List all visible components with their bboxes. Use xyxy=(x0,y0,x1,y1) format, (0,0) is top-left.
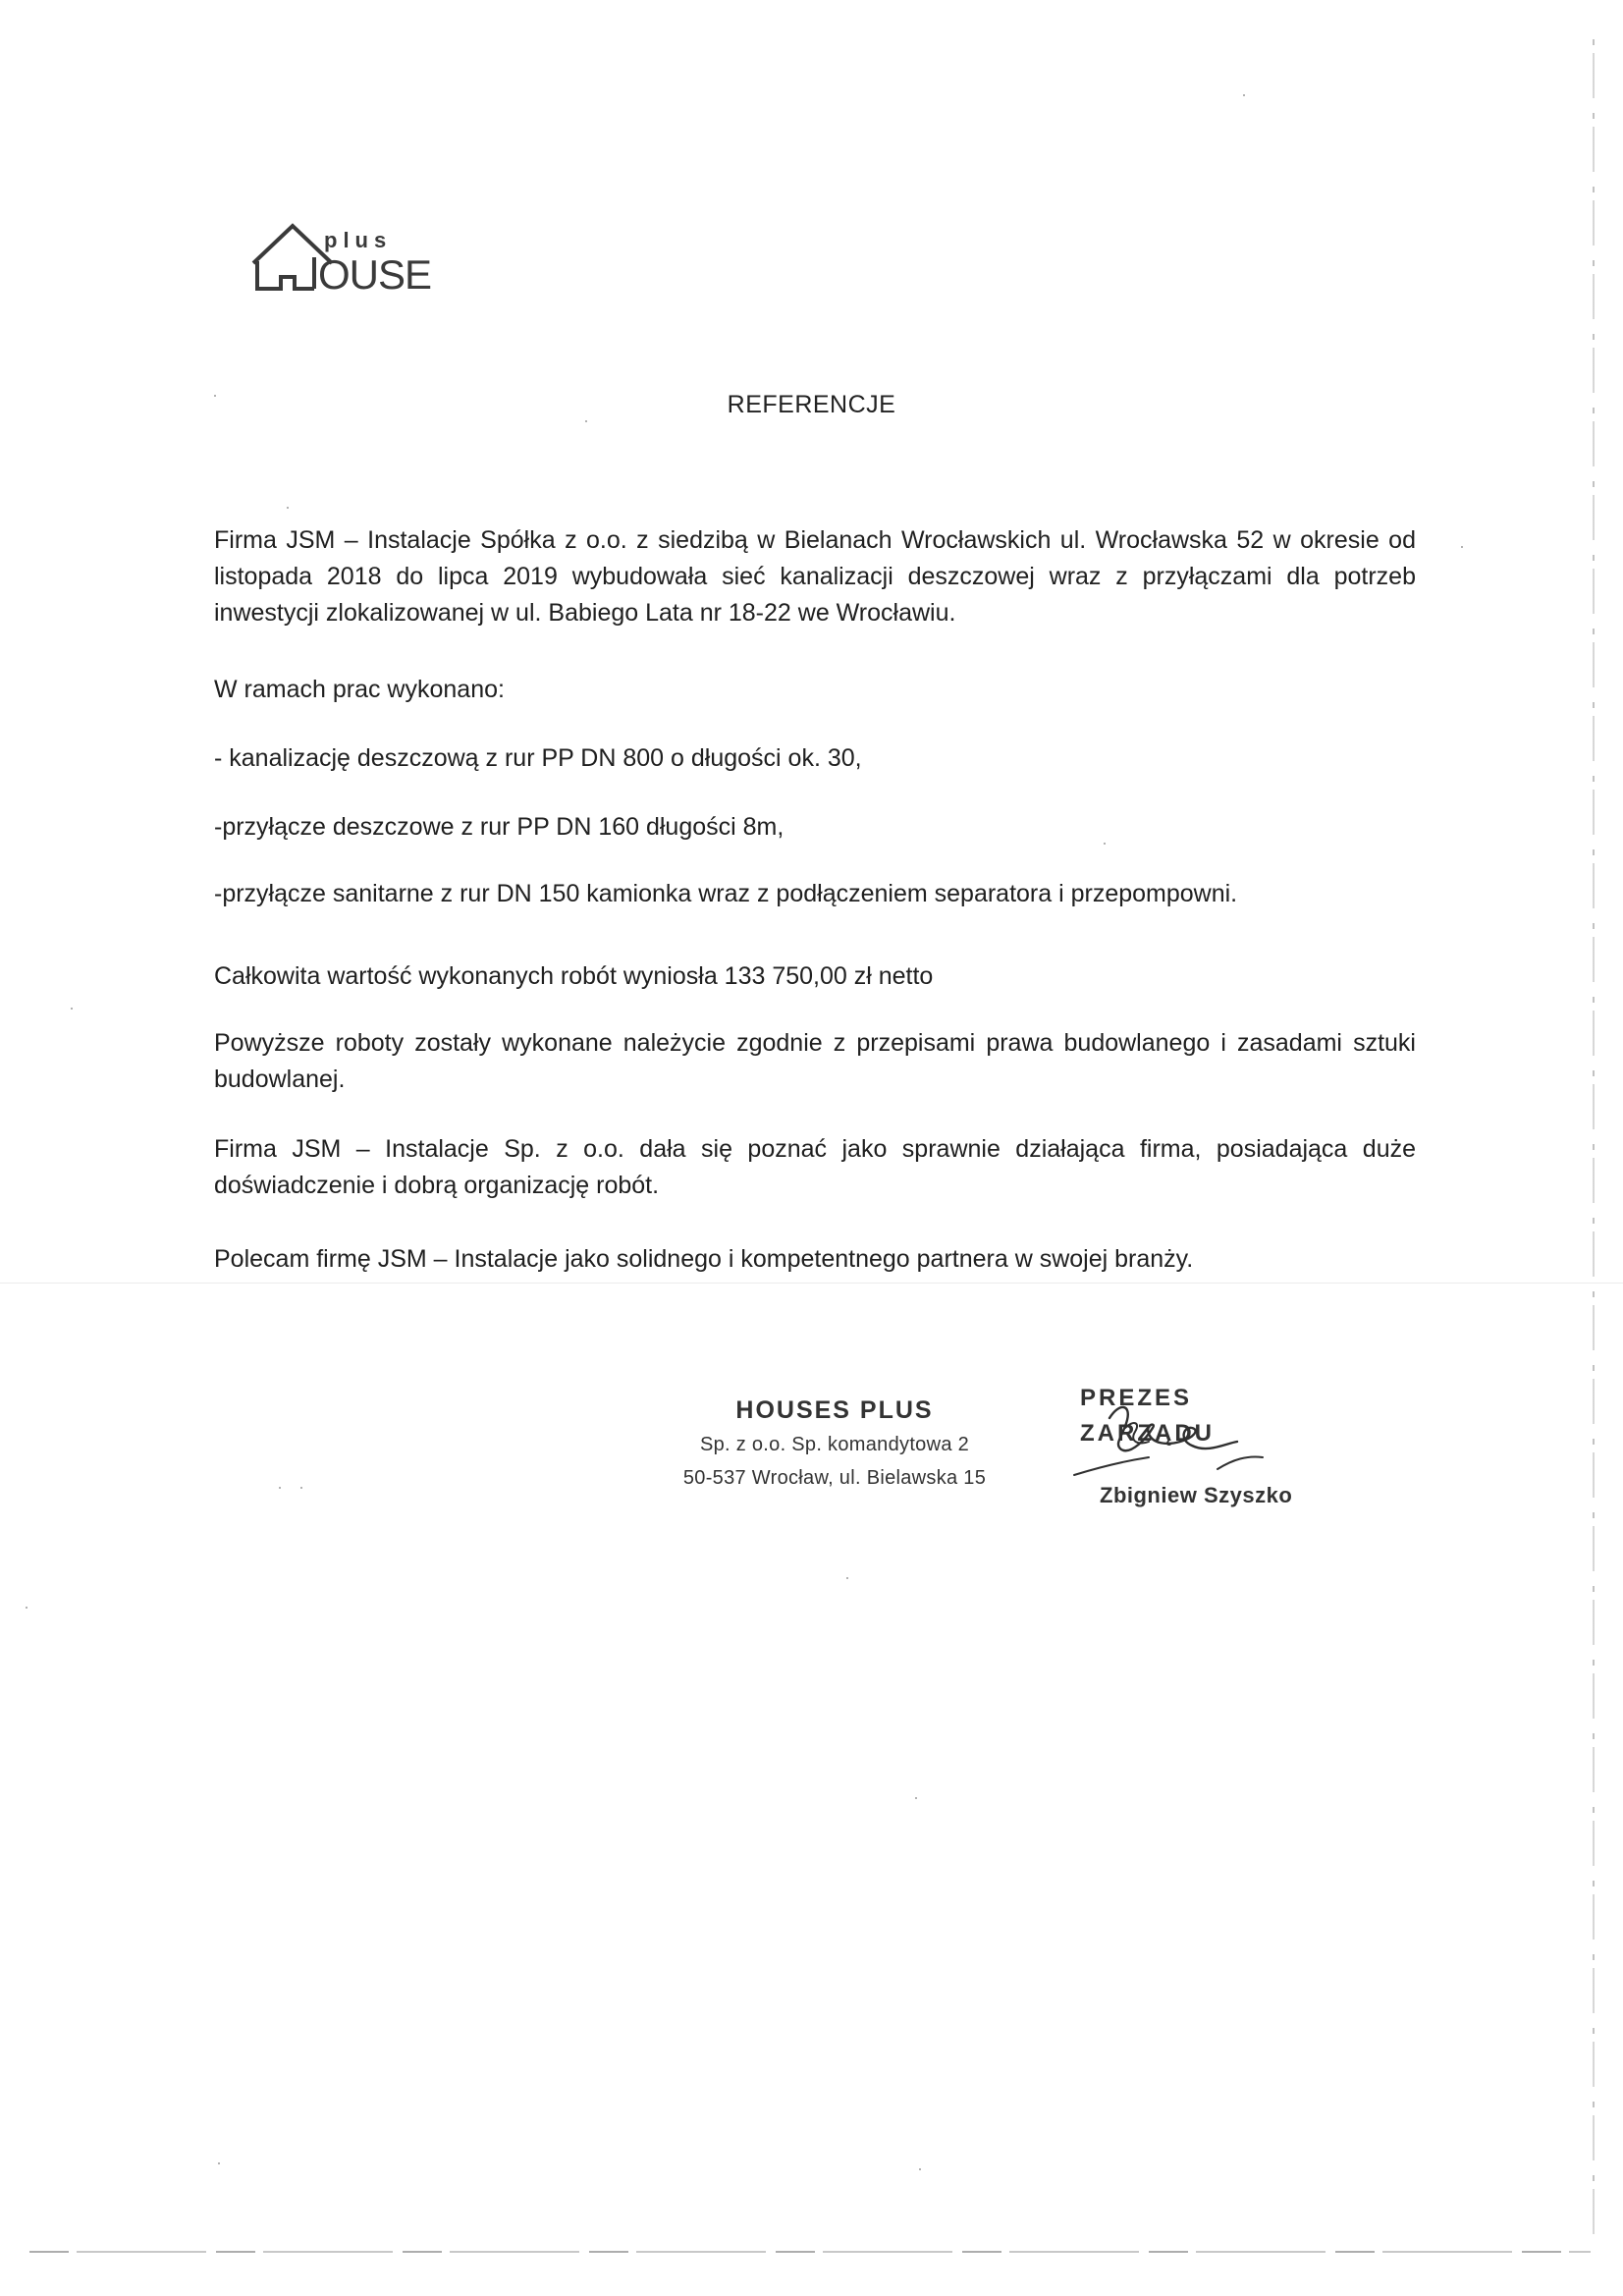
opinion-text: Firma JSM – Instalacje Sp. z o.o. dała się poznać jako sprawnie działająca firma, posiadająca duże doświadczenie i dobrą organizację robót. xyxy=(214,1135,1416,1199)
scope-paragraph xyxy=(214,672,1416,708)
logo-main-text: OUSE xyxy=(318,251,432,295)
scan-speck xyxy=(919,2168,921,2170)
stamp-company-address: 50-537 Wrocław, ul. Bielawska 15 xyxy=(682,1467,987,1489)
quality-text: Powyższe roboty zostały wykonane należycie zgodnie z przepisami prawa budowlanego i zasadami sztuki budowlanej. xyxy=(214,1029,1416,1093)
stamp-company-name: HOUSES PLUS xyxy=(735,1396,934,1424)
document-title: REFERENCJE xyxy=(727,391,896,418)
houses-plus-logo xyxy=(249,218,456,295)
work-item-3 xyxy=(214,876,1416,912)
scan-speck xyxy=(287,507,289,509)
work-item-1 xyxy=(214,740,1416,777)
company-stamp xyxy=(628,1393,1041,1495)
scan-speck xyxy=(846,1577,848,1579)
scan-speck xyxy=(26,1607,27,1609)
stamp-role: PREZES ZARZĄDU xyxy=(1080,1385,1215,1447)
scan-speck xyxy=(218,2162,220,2164)
scan-edge-bottom xyxy=(29,2251,1591,2253)
scan-speck xyxy=(300,1487,302,1489)
scan-fold-line xyxy=(0,1283,1623,1284)
work-item-1-text: - kanalizację deszczową z rur PP DN 800 o długości ok. 30, xyxy=(214,744,862,772)
president-stamp xyxy=(1080,1381,1335,1508)
stamp-person-name: Zbigniew Szyszko xyxy=(1100,1483,1293,1507)
house-icon xyxy=(249,218,456,295)
scan-speck xyxy=(585,420,587,422)
logo-plus-text: plus xyxy=(324,228,393,252)
stamp-company-line-1: Sp. z o.o. Sp. komandytowa 2 xyxy=(699,1434,970,1455)
scan-speck xyxy=(279,1487,281,1489)
scan-speck xyxy=(71,1008,73,1010)
quality-paragraph xyxy=(214,1025,1416,1098)
scan-edge-right xyxy=(1593,39,1595,2249)
value-paragraph xyxy=(214,958,1416,995)
scope-text: W ramach prac wykonano: xyxy=(214,676,505,703)
value-text: Całkowita wartość wykonanych robót wyniosła 133 750,00 zł netto xyxy=(214,962,934,990)
scan-speck xyxy=(1461,546,1463,548)
intro-paragraph xyxy=(214,522,1416,631)
recommendation-paragraph xyxy=(214,1241,1416,1278)
scan-speck xyxy=(915,1797,917,1799)
work-item-2-text: -przyłącze deszczowe z rur PP DN 160 długości 8m, xyxy=(214,813,784,841)
work-item-3-text: -przyłącze sanitarne z rur DN 150 kamionka wraz z podłączeniem separatora i przepompowni. xyxy=(214,880,1238,907)
intro-text: Firma JSM – Instalacje Spółka z o.o. z siedzibą w Bielanach Wrocławskich ul. Wrocławska 52 w okresie od listopada 2018 do lipca 2019 wybudowała sieć kanalizacji deszczowej wraz z przyłączami dla potrzeb inwestycji zlokalizowanej w ul. Babiego Lata nr 18-22 we Wrocławiu. xyxy=(214,526,1416,627)
work-item-2 xyxy=(214,809,1416,846)
opinion-paragraph xyxy=(214,1131,1416,1204)
scan-speck xyxy=(1243,94,1245,96)
recommendation-text: Polecam firmę JSM – Instalacje jako solidnego i kompetentnego partnera w swojej branży. xyxy=(214,1245,1194,1273)
